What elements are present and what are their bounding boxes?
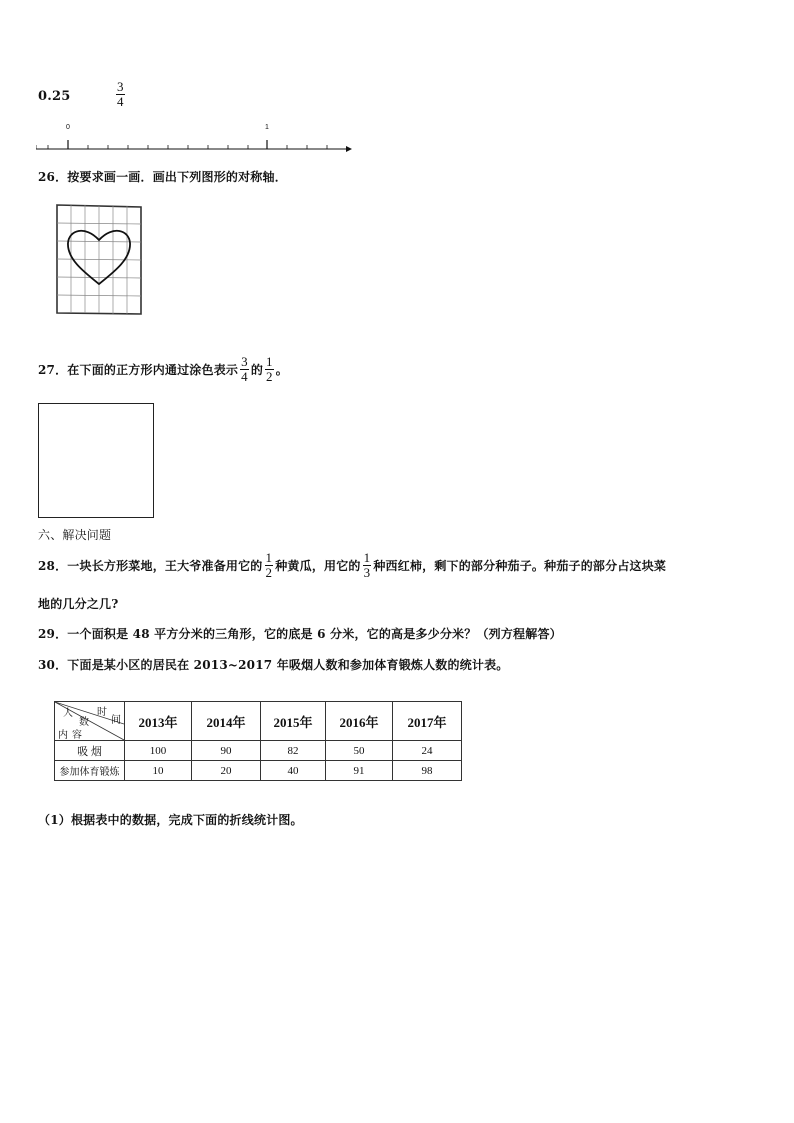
question-26: 26．按要求画一画．画出下列图形的对称轴． (38, 170, 287, 184)
table-cell: 98 (393, 761, 462, 781)
year-header: 2017年 (393, 702, 462, 741)
table-cell: 40 (261, 761, 326, 781)
fraction-numerator: 1 (363, 550, 371, 565)
corner-label-rong: 容 (72, 730, 82, 741)
table-row (55, 741, 462, 761)
table-corner-header (55, 702, 125, 741)
table-row (55, 761, 462, 781)
fraction-numerator: 3 (117, 79, 124, 94)
fraction-denominator: 2 (265, 565, 273, 580)
table-cell: 90 (192, 741, 261, 761)
fraction-numerator: 1 (265, 550, 273, 565)
row-label: 吸 烟 (55, 741, 125, 761)
table-cell: 20 (192, 761, 261, 781)
question-28-part1: 28．一块长方形菜地，王大爷准备用它的 (38, 559, 263, 573)
heart-grid-figure (54, 204, 144, 316)
row-label: 参加体育锻炼 (55, 761, 125, 781)
number-line-decimal-value: 0.25 (38, 89, 71, 104)
statistics-table (54, 701, 462, 781)
question-28-line2: 地的几分之几? (38, 597, 119, 611)
fraction-numerator: 3 (241, 354, 248, 369)
corner-label-shi: 时 (97, 707, 107, 718)
corner-label-ren: 人 (63, 708, 73, 719)
question-30-part-1: （1）根据表中的数据，完成下面的折线统计图。 (38, 813, 303, 827)
table-cell: 10 (125, 761, 192, 781)
question-27-suffix: 。 (275, 363, 288, 377)
table-cell: 91 (326, 761, 393, 781)
table-cell: 24 (393, 741, 462, 761)
fraction-denominator: 4 (241, 369, 248, 384)
year-header: 2016年 (326, 702, 393, 741)
number-line-fraction-value (114, 80, 127, 109)
question-28-part2: 种黄瓜，用它的 (275, 559, 361, 573)
corner-label-nei: 内 (58, 730, 68, 741)
section-title: 六、解决问题 (38, 528, 112, 542)
fraction-denominator: 3 (363, 565, 371, 580)
table-cell: 82 (261, 741, 326, 761)
year-header: 2014年 (192, 702, 261, 741)
question-28-part3: 种西红柿，剩下的部分种茄子。种茄子的部分占这块菜 (373, 559, 667, 573)
question-27-prefix: 27．在下面的正方形内通过涂色表示 (38, 363, 239, 377)
question-27 (38, 355, 288, 384)
question-27-middle: 的 (250, 363, 264, 377)
question-28 (38, 551, 666, 580)
year-header: 2013年 (125, 702, 192, 741)
table-cell: 100 (125, 741, 192, 761)
question-30: 30．下面是某小区的居民在 2013~2017 年吸烟人数和参加体育锻炼人数的统计表。 (38, 658, 509, 672)
question-29: 29．一个面积是 48 平方分米的三角形，它的底是 6 分米，它的高是多少分米？（列方程解答） (38, 627, 562, 641)
number-line-tick-zero-label: 0 (66, 124, 70, 131)
fraction-denominator: 2 (266, 369, 273, 384)
empty-square-for-coloring[interactable] (38, 403, 154, 518)
table-cell: 50 (326, 741, 393, 761)
number-line (36, 132, 352, 156)
corner-label-jian: 间 (111, 715, 121, 726)
number-line-tick-one-label: 1 (265, 124, 269, 131)
corner-label-shu: 数 (79, 717, 89, 728)
year-header: 2015年 (261, 702, 326, 741)
fraction-denominator: 4 (117, 94, 124, 109)
fraction-numerator: 1 (266, 354, 273, 369)
